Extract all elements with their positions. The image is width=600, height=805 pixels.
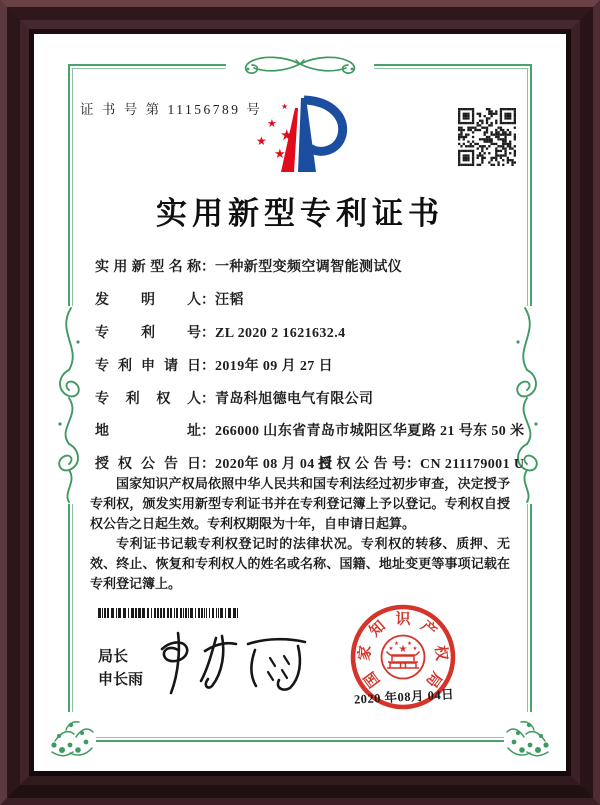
barcode-bar	[167, 608, 169, 618]
field-value: 2020年 08 月 04 日	[215, 457, 333, 472]
barcode-icon	[98, 608, 240, 618]
barcode-bar	[180, 608, 182, 618]
star-icon: ★	[398, 644, 408, 655]
barcode-bar	[163, 608, 165, 618]
field-label: 地址	[95, 424, 201, 439]
body-paragraph: 国家知识产权局依照中华人民共和国专利法经过初步审查，决定授予专利权，颁发实用新型专利证书并在专利登记簿上予以登记。专利权自授权公告之日起生效。专利权期限为十年，自申请日起算。	[90, 476, 510, 531]
signature-graphic	[148, 628, 313, 696]
field-row-grant-no	[318, 453, 524, 473]
barcode-bar	[237, 608, 238, 618]
barcode-bar	[212, 608, 214, 618]
barcode-bar	[104, 608, 106, 618]
field-value: 2019年 09 月 27 日	[215, 359, 333, 374]
field-label: 授权公告日	[95, 457, 201, 472]
barcode-bar	[147, 608, 149, 618]
field-colon: ：	[201, 326, 215, 341]
seal-character: 知	[366, 618, 389, 641]
barcode-bar	[195, 608, 196, 618]
field-label: 实用新型名称	[95, 260, 201, 275]
barcode-bar	[201, 608, 203, 618]
barcode-bar	[198, 608, 200, 618]
legal-text	[90, 474, 510, 594]
barcode-bar	[142, 608, 145, 618]
barcode-bar	[233, 608, 236, 618]
star-icon: ★	[281, 102, 289, 111]
barcode-bar	[151, 608, 152, 618]
field-colon: ：	[201, 359, 215, 374]
certificate-number: 证 书 号 第 11156789 号	[80, 102, 263, 117]
ornament-left-vine-icon	[48, 306, 90, 504]
barcode-bar	[183, 608, 184, 618]
ornament-top-flourish-icon	[226, 52, 374, 79]
barcode-bar	[185, 608, 187, 618]
ornament-corner-floral-left-icon	[46, 712, 96, 758]
star-icon: ★	[267, 118, 277, 130]
field-row-patentee	[95, 388, 373, 408]
seal-character: 权	[431, 644, 450, 662]
director-name: 申长雨	[98, 671, 144, 688]
barcode-bar	[206, 608, 207, 618]
barcode-bar	[188, 608, 189, 618]
barcode-bar	[209, 608, 210, 618]
barcode-bar	[128, 608, 129, 618]
barcode-bar	[218, 608, 219, 618]
barcode-bar	[107, 608, 109, 618]
barcode-bar	[157, 608, 159, 618]
barcode-bar	[131, 608, 134, 618]
field-row-patent-no	[95, 322, 346, 342]
field-label: 专利权人	[95, 392, 201, 407]
field-label: 专利申请日	[95, 359, 201, 374]
barcode-bar	[220, 608, 223, 618]
star-icon: ★	[394, 641, 399, 647]
field-colon: ：	[201, 424, 215, 439]
barcode-bar	[154, 608, 156, 618]
barcode-bar	[204, 608, 205, 618]
star-icon: ★	[407, 641, 412, 647]
field-row-grant-date	[95, 453, 333, 473]
field-row-name	[95, 256, 402, 276]
barcode-bar	[190, 608, 193, 618]
ornament-corner-floral-right-icon	[504, 712, 554, 758]
field-colon: ：	[201, 260, 215, 275]
field-label: 专利号	[95, 326, 201, 341]
star-icon: ★	[388, 646, 394, 652]
field-colon: ：	[201, 457, 215, 472]
barcode-bar	[170, 608, 172, 618]
barcode-bar	[138, 608, 141, 618]
field-value: ZL 2020 2 1621632.4	[215, 326, 346, 341]
ornament-right-vine-icon	[506, 306, 548, 504]
barcode-bar	[98, 608, 101, 618]
barcode-bar	[160, 608, 162, 618]
barcode-bar	[135, 608, 137, 618]
field-label: 发明人	[95, 293, 201, 308]
director-title: 局长	[98, 648, 129, 665]
barcode-bar	[228, 608, 231, 618]
field-value: 一种新型变频空调智能测试仪	[215, 260, 403, 275]
star-icon: ★	[256, 134, 267, 148]
star-icon: ★	[280, 128, 294, 144]
seal-date: 2020 年08月 04日	[353, 687, 455, 707]
barcode-bar	[225, 608, 226, 618]
field-value: CN 211179001 U	[420, 457, 525, 472]
barcode-bar	[102, 608, 103, 618]
barcode-bar	[118, 608, 121, 618]
field-value: 266000 山东省青岛市城阳区华夏路 21 号东 50 米	[215, 424, 525, 439]
star-icon: ★	[412, 646, 418, 652]
seal-character: 产	[417, 618, 440, 641]
seal-character: 识	[395, 611, 411, 628]
barcode-bar	[216, 608, 217, 618]
field-row-filing-date	[95, 355, 333, 375]
field-colon: ：	[201, 392, 215, 407]
field-label: 授权公告号	[318, 457, 406, 472]
field-value: 汪韬	[215, 293, 244, 308]
certificate-title: 实用新型专利证书	[156, 196, 444, 231]
field-value: 青岛科旭德电气有限公司	[215, 392, 374, 407]
field-colon: ：	[406, 457, 420, 472]
barcode-bar	[176, 608, 178, 618]
body-paragraph: 专利证书记载专利权登记时的法律状况。专利权的转移、质押、无效、终止、恢复和专利权人的姓名或名称、国籍、地址变更等事项记载在专利登记簿上。	[90, 536, 510, 591]
barcode-bar	[123, 608, 126, 618]
seal-character: 国	[361, 668, 384, 690]
cnipa-logo-icon	[252, 92, 356, 176]
field-row-inventor	[95, 289, 244, 309]
seal-character: 局	[422, 668, 445, 690]
field-colon: ：	[201, 293, 215, 308]
star-icon: ★	[274, 146, 286, 161]
seal-character: 家	[356, 644, 375, 662]
field-row-address	[95, 420, 525, 440]
barcode-bar	[116, 608, 117, 618]
barcode-bar	[111, 608, 114, 618]
barcode-bar	[174, 608, 175, 618]
qr-code-icon	[458, 108, 516, 166]
